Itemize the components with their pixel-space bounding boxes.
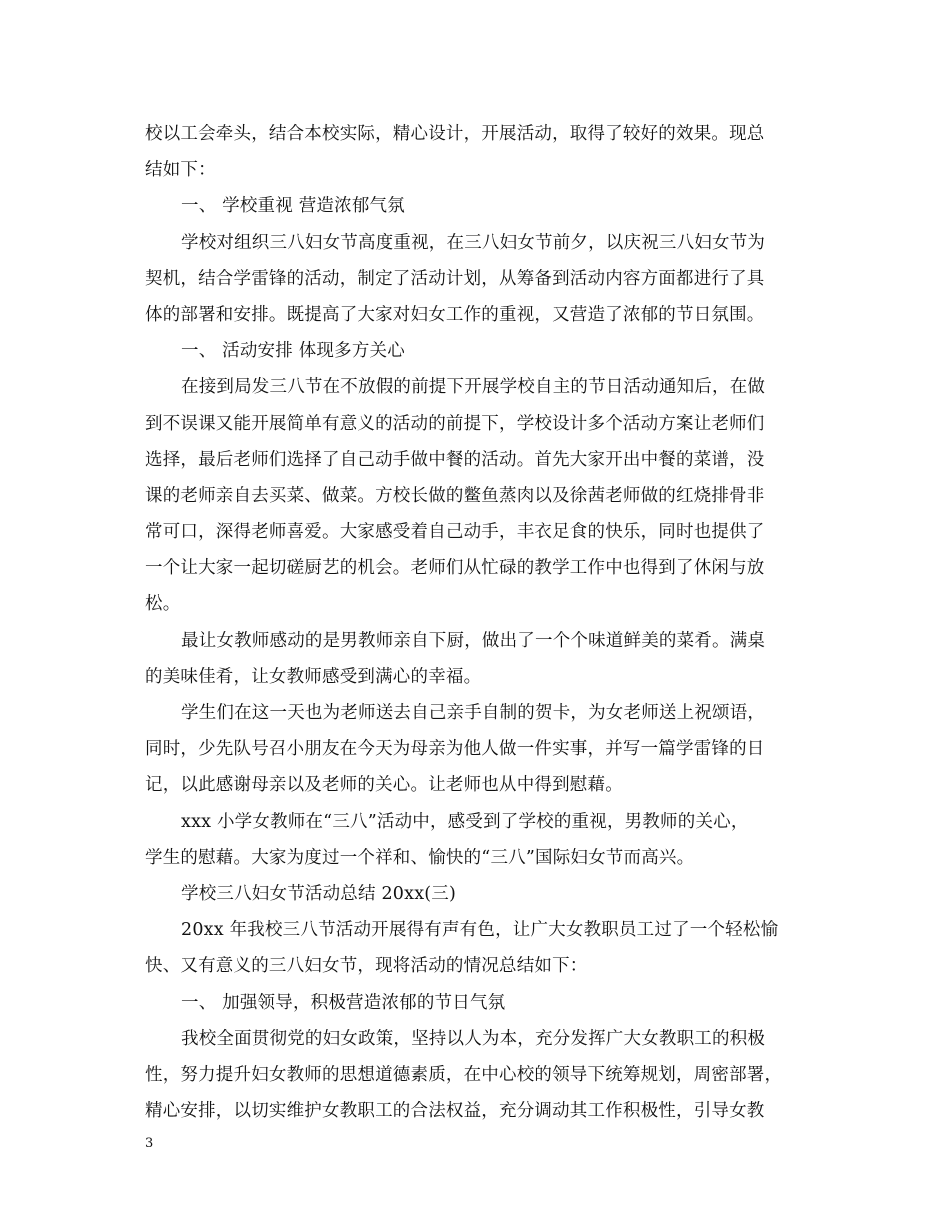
body-line: 在接到局发三八节在不放假的前提下开展学校自主的节日活动通知后，在做 [181, 377, 766, 398]
section-heading: 一、 活动安排 体现多方关心 [181, 341, 405, 362]
body-line: 精心安排，以切实维护女教职工的合法权益，充分调动其工作积极性，引导女教 [145, 1101, 765, 1122]
body-line: 常可口，深得老师喜爱。大家感受着自己动手，丰衣足食的快乐，同时也提供了 [145, 522, 765, 543]
body-line: 校以工会牵头，结合本校实际，精心设计，开展活动，取得了较好的效果。现总 [145, 124, 765, 144]
body-line: 一个让大家一起切磋厨艺的机会。老师们从忙碌的教学工作中也得到了休闲与放 [145, 558, 765, 579]
body-line: 课的老师亲自去买菜、做菜。方校长做的鳖鱼蒸肉以及徐茜老师做的红烧排骨非 [145, 485, 765, 506]
body-line: 结如下： [145, 160, 216, 181]
body-line: 同时，少先队号召小朋友在今天为母亲为他人做一件实事，并写一篇学雷锋的日 [145, 739, 765, 760]
body-line: 学校对组织三八妇女节高度重视，在三八妇女节前夕，以庆祝三八妇女节为 [181, 232, 766, 253]
body-line: 松。 [145, 594, 181, 615]
section-heading: 一、 加强领导，积极营造浓郁的节日气氛 [181, 992, 506, 1013]
body-line: 20xx 年我校三八节活动开展得有声有色，让广大女教职员工过了一个轻松愉 [181, 920, 779, 941]
body-line: 我校全面贯彻党的妇女政策，坚持以人为本，充分发挥广大女教职工的积极 [181, 1028, 766, 1049]
body-line: 的美味佳肴，让女教师感受到满心的幸福。 [145, 666, 482, 687]
body-line: xxx 小学女教师在“三八”活动中，感受到了学校的重视，男教师的关心， [181, 811, 749, 832]
section-heading: 一、 学校重视 营造浓郁气氛 [181, 196, 405, 217]
body-line: 最让女教师感动的是男教师亲自下厨，做出了一个个味道鲜美的菜肴。满桌 [181, 630, 766, 651]
body-line: 快、又有意义的三八妇女节，现将活动的情况总结如下： [145, 956, 588, 977]
article-title: 学校三八妇女节活动总结 20xx(三) [181, 883, 457, 904]
body-line: 记，以此感谢母亲以及老师的关心。让老师也从中得到慰藉。 [145, 775, 623, 796]
document-body [145, 116, 805, 1129]
body-line: 契机，结合学雷锋的活动，制定了活动计划，从筹备到活动内容方面都进行了具 [145, 268, 765, 289]
body-line: 学生的慰藉。大家为度过一个祥和、愉快的“三八”国际妇女节而高兴。 [145, 847, 695, 868]
body-line: 学生们在这一天也为老师送去自己亲手自制的贺卡，为女老师送上祝颂语， [181, 703, 766, 723]
body-line: 体的部署和安排。既提高了大家对妇女工作的重视，又营造了浓郁的节日氛围。 [145, 304, 765, 325]
body-line: 到不误课又能开展简单有意义的活动的前提下，学校设计多个活动方案让老师们 [145, 413, 765, 434]
body-line: 选择，最后老师们选择了自己动手做中餐的活动。首先大家开出中餐的菜谱，没 [145, 449, 765, 470]
page-number: 3 [145, 1136, 154, 1151]
body-line: 性，努力提升妇女教师的思想道德素质，在中心校的领导下统筹规划，周密部署， [145, 1064, 783, 1085]
